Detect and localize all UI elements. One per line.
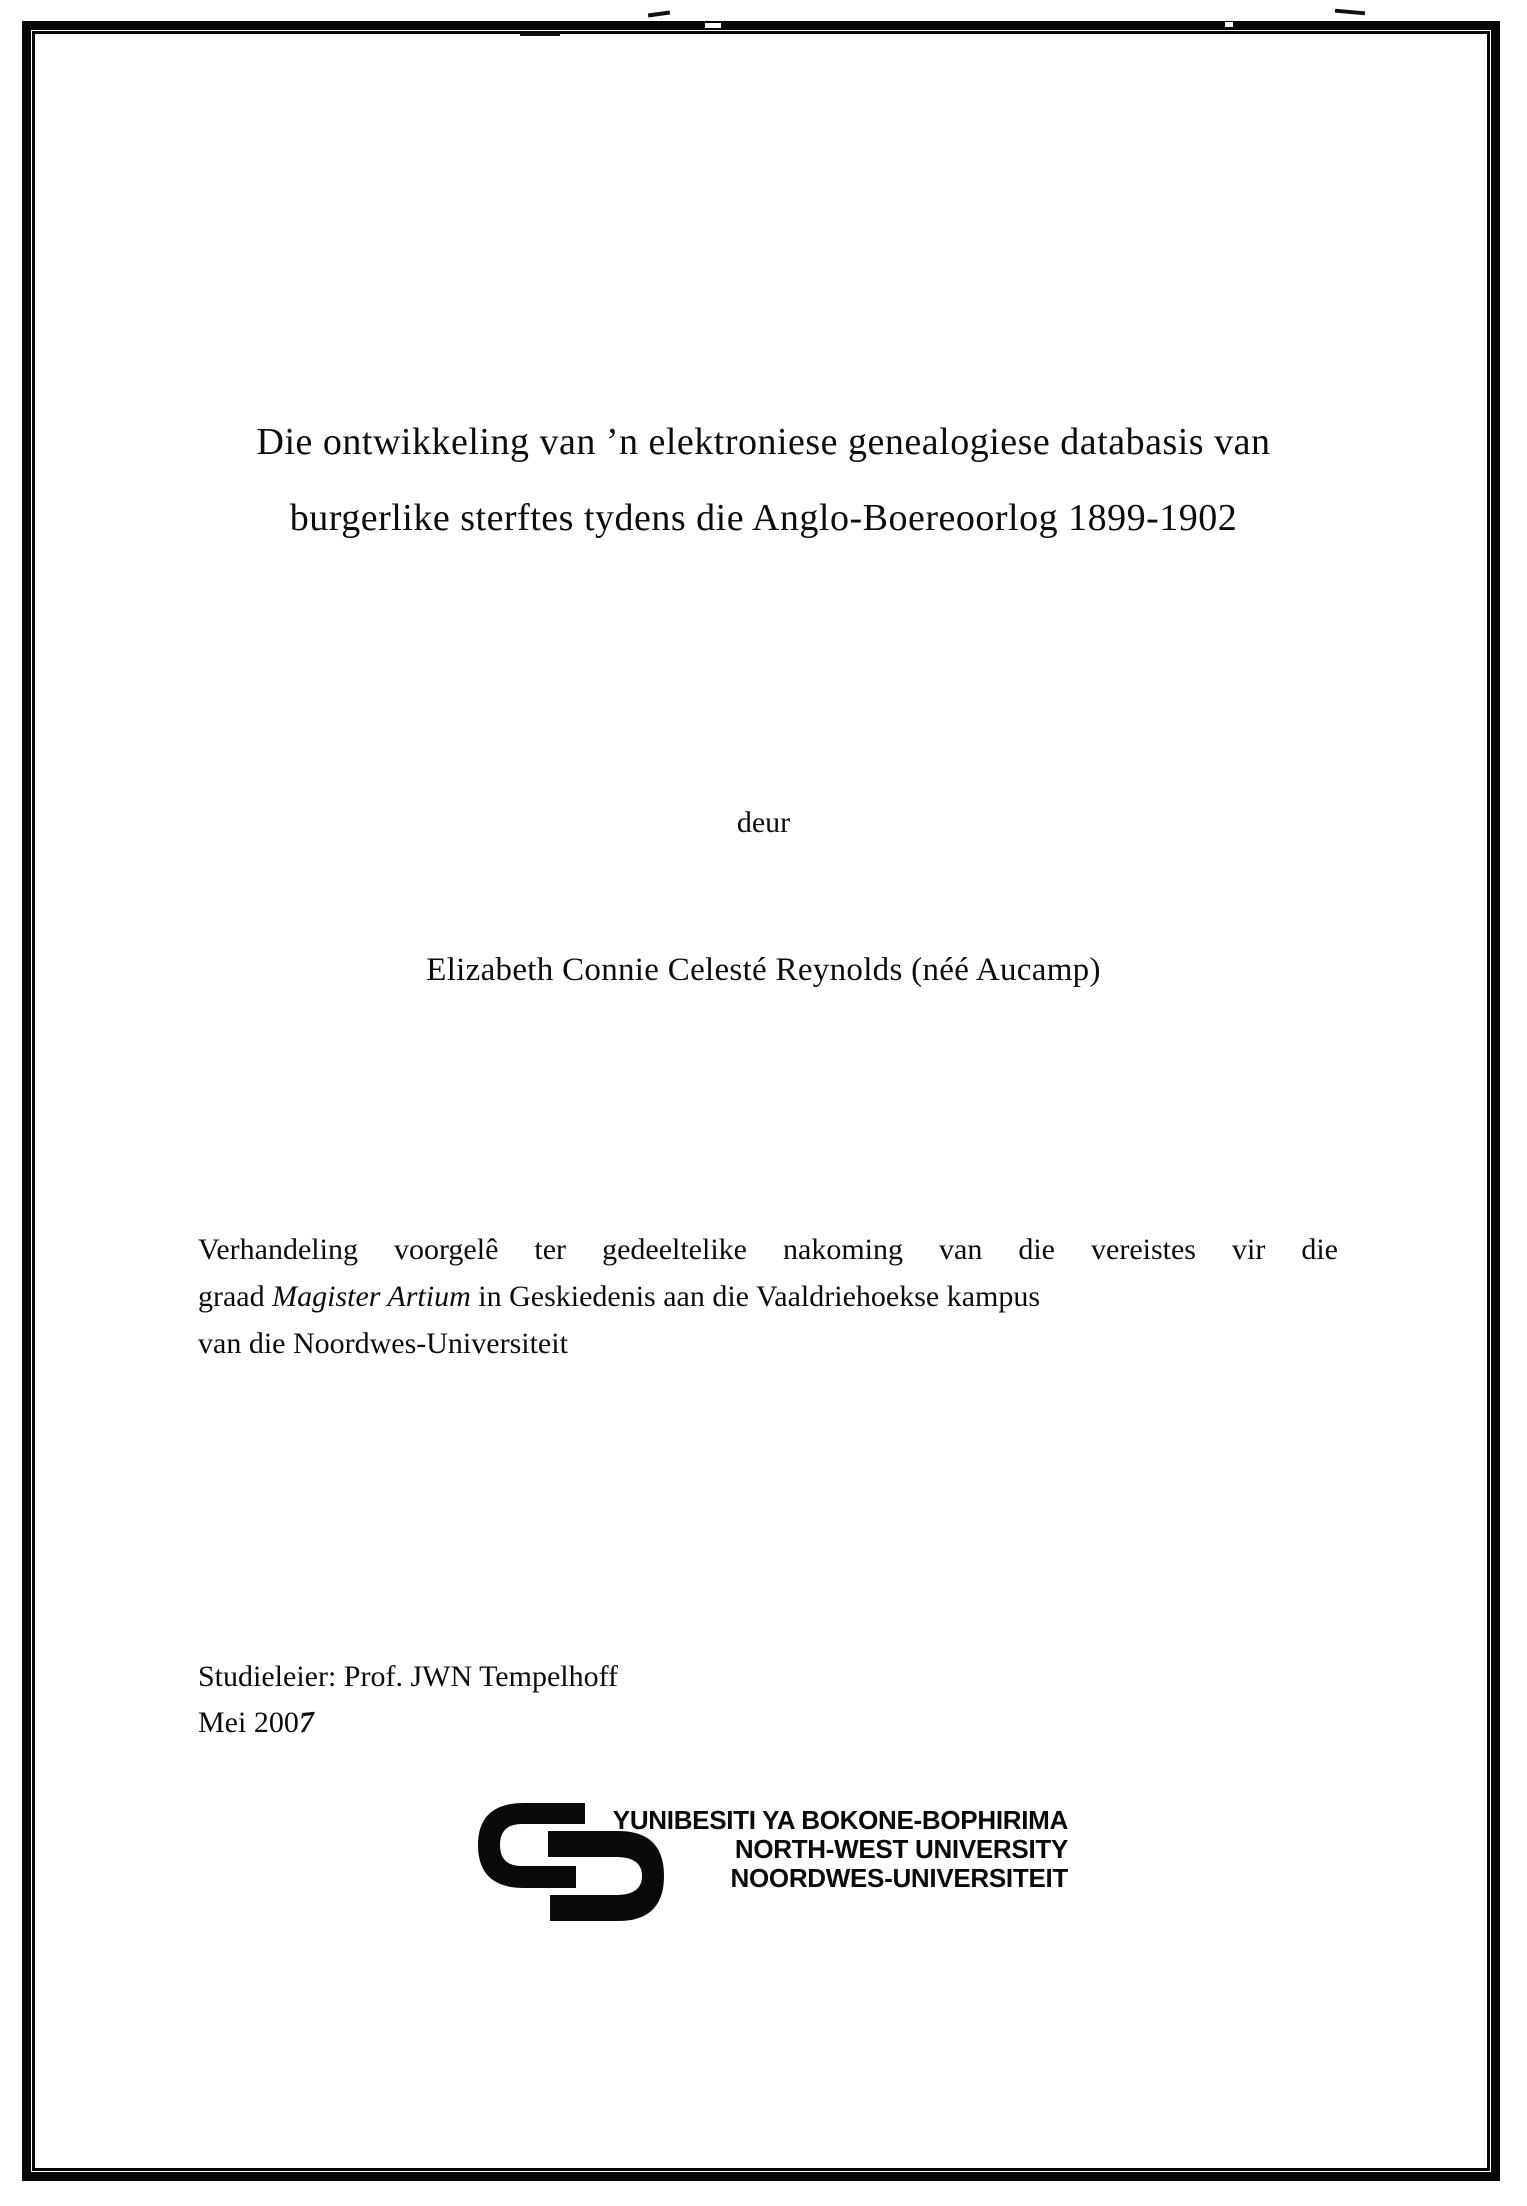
declaration-line1: Verhandeling voorgelê ter gedeeltelike nakoming van die vereistes vir die [198, 1233, 1338, 1266]
nwu-logo-line3: NOORDWES-UNIVERSITEIT [730, 1863, 1068, 1893]
supervisor-line: Studieleier: Prof. JWN Tempelhoff [198, 1660, 619, 1693]
thesis-title-line2: burgerlike sterftes tydens die Anglo-Boereoorlog 1899-1902 [289, 497, 1238, 539]
nwu-logo-wordmark [588, 1806, 1068, 1893]
supervisor-and-date [198, 1654, 618, 1746]
declaration-line2 [198, 1273, 1338, 1320]
declaration-line3: van die Noordwes-Universiteit [198, 1327, 568, 1360]
thesis-title [120, 404, 1407, 556]
scan-artifact [1335, 9, 1365, 16]
degree-declaration [198, 1226, 1338, 1367]
north-west-university-logo [478, 1800, 1078, 1930]
byline-deur: deur [736, 806, 791, 839]
scan-artifact [520, 33, 560, 36]
declaration-line2-post: in Geskiedenis aan die Vaaldriehoekse kampus [470, 1280, 1041, 1313]
date-last-digit: 7 [296, 1705, 317, 1740]
declaration-line2-pre: graad [198, 1280, 273, 1313]
scan-artifact [1225, 22, 1233, 27]
thesis-title-line1: Die ontwikkeling van ’n elektroniese genealogiese databasis van [256, 421, 1271, 463]
date-prefix: Mei 200 [198, 1706, 299, 1739]
nwu-logo-line2: NORTH-WEST UNIVERSITY [734, 1834, 1068, 1864]
nwu-logo-line1: YUNIBESITI YA BOKONE-BOPHIRIMA [612, 1805, 1068, 1835]
degree-name-italic: Magister Artium [272, 1280, 471, 1313]
scan-artifact [648, 10, 670, 17]
author-name: Elizabeth Connie Celesté Reynolds (néé Aucamp) [426, 952, 1101, 988]
scan-artifact [705, 23, 721, 28]
date-line [198, 1700, 618, 1746]
